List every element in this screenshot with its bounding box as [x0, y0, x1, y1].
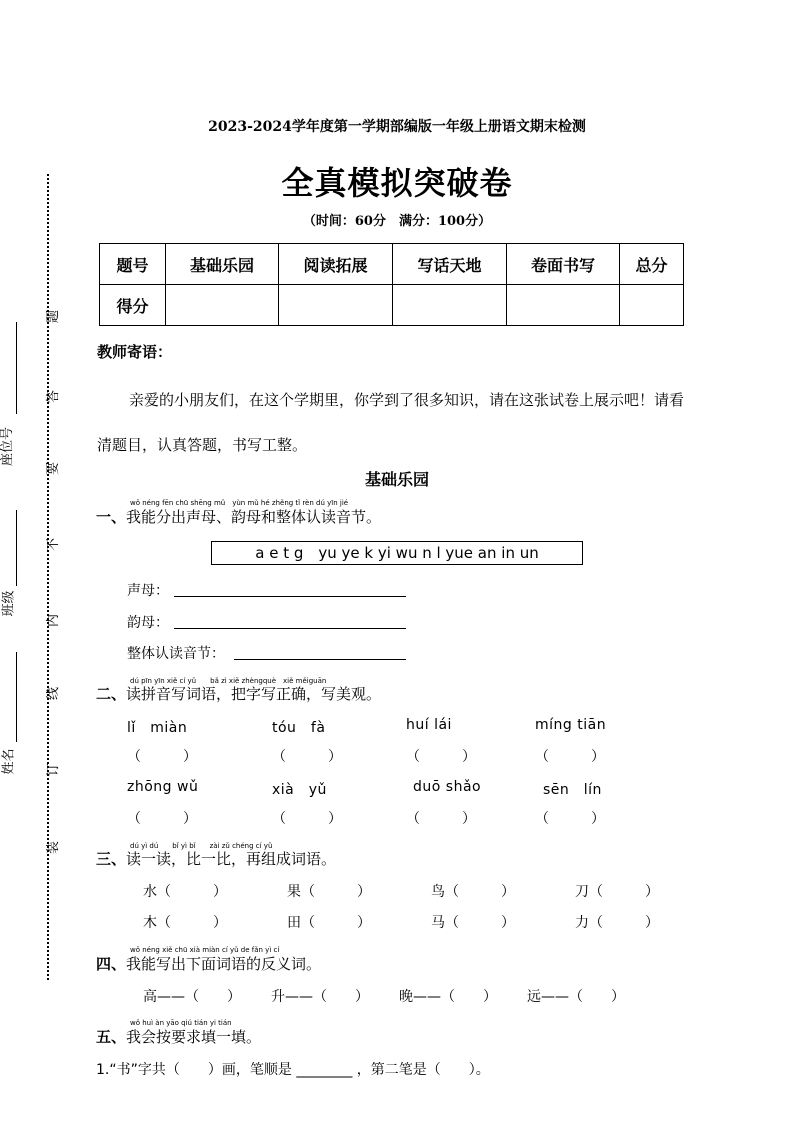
q2-pinyin-word: sēn lín	[543, 782, 602, 798]
q4-item[interactable]: 升——（ ）	[271, 989, 369, 1005]
score-table-header-row	[100, 244, 684, 285]
q4-text: 我能写出下面词语的反义词。	[126, 955, 322, 973]
time-info: （时间：60分 满分：100分）	[302, 214, 492, 229]
score-row-label: 得分	[100, 285, 166, 326]
score-cell[interactable]	[507, 285, 620, 326]
q5-pinyin: wǒ huì àn yāo qiú tián yi tián	[130, 1019, 232, 1027]
q3-item[interactable]: 果（ ）	[287, 884, 371, 900]
q2-answer-blank[interactable]: （ ）	[406, 749, 476, 765]
name-line	[16, 652, 17, 742]
q2-answer-blank[interactable]: （ ）	[127, 811, 197, 827]
binding-char: 内	[46, 613, 62, 628]
q4-question	[96, 953, 321, 974]
q1-answer-finals[interactable]	[174, 627, 406, 629]
q3-number: 三、	[96, 850, 127, 868]
q2-pinyin-word: xià yǔ	[272, 782, 327, 798]
binding-char: 线	[46, 686, 62, 701]
q2-answer-blank[interactable]: （ ）	[535, 749, 605, 765]
name-label: 姓名	[1, 748, 17, 775]
score-cell[interactable]	[620, 285, 684, 326]
score-cell[interactable]	[393, 285, 507, 326]
q3-question	[96, 848, 336, 869]
q3-item[interactable]: 马（ ）	[431, 915, 515, 931]
q3-item[interactable]: 刀（ ）	[575, 884, 659, 900]
teacher-label: 教师寄语：	[97, 343, 173, 361]
class-label: 班级	[1, 590, 17, 617]
header-cell: 写话天地	[393, 244, 507, 285]
binding-char: 答	[46, 389, 62, 404]
q2-pinyin-word: huí lái	[406, 717, 452, 733]
exam-subtitle: 2023-2024学年度第一学期部编版一年级上册语文期末检测	[208, 119, 586, 135]
teacher-message: 亲爱的小朋友们，在这个学期里，你学到了很多知识，请在这张试卷上展示吧！请看清题目，认真答题，书写工整。	[97, 391, 685, 454]
header-cell: 总分	[620, 244, 684, 285]
q2-answer-blank[interactable]: （ ）	[272, 749, 342, 765]
q1-label-initials: 声母：	[127, 583, 169, 599]
header-cell: 基础乐园	[166, 244, 279, 285]
q3-item[interactable]: 木（ ）	[143, 915, 227, 931]
q5-number: 五、	[96, 1028, 127, 1046]
class-line	[16, 510, 17, 586]
q3-item[interactable]: 田（ ）	[287, 915, 371, 931]
score-table	[99, 243, 684, 326]
q2-pinyin-word: lǐ miàn	[127, 720, 188, 736]
q5-question	[96, 1026, 261, 1047]
q2-pinyin-word: tóu fà	[272, 720, 326, 736]
q3-pinyin: dú yì dú bǐ yì bǐ zài zǔ chéng cí yǔ	[130, 842, 273, 850]
q1-text: 我能分出声母、韵母和整体认读音节。	[126, 508, 382, 526]
exam-title: 全真模拟突破卷	[281, 164, 513, 202]
binding-char: 订	[46, 762, 62, 777]
seat-label: 座位号	[0, 426, 16, 467]
q1-letters-box: a e t g yu ye k yi wu n l yue an in un	[211, 541, 583, 565]
binding-char: 装	[46, 840, 62, 855]
q5-item-1[interactable]: 1.“书”字共（ ）画，笔顺是 ________ ，第二笔是（ ）。	[96, 1062, 490, 1078]
q1-pinyin: wǒ néng fēn chū shēng mǔ yùn mǔ hé zhěng tǐ rèn dú yīn jié	[130, 499, 349, 507]
q2-pinyin-word: duō shǎo	[413, 779, 482, 795]
header-cell: 阅读拓展	[279, 244, 393, 285]
q2-answer-blank[interactable]: （ ）	[406, 811, 476, 827]
q2-number: 二、	[96, 685, 127, 703]
binding-dotted-line	[47, 174, 49, 980]
q1-answer-initials[interactable]	[174, 595, 406, 597]
q2-answer-blank[interactable]: （ ）	[272, 811, 342, 827]
q5-text: 我会按要求填一填。	[126, 1028, 262, 1046]
seat-line	[16, 322, 17, 414]
q1-number: 一、	[96, 508, 127, 526]
binding-char: 题	[46, 309, 62, 324]
q1-label-finals: 韵母：	[127, 615, 169, 631]
q4-pinyin: wǒ néng xiě chū xià miàn cí yǔ de fǎn yì cí	[130, 946, 280, 954]
binding-char: 要	[46, 461, 62, 476]
q4-item[interactable]: 高——（ ）	[143, 989, 241, 1005]
q2-answer-blank[interactable]: （ ）	[535, 811, 605, 827]
header-cell: 题号	[100, 244, 166, 285]
q3-item[interactable]: 力（ ）	[575, 915, 659, 931]
q1-label-whole: 整体认读音节：	[127, 646, 225, 662]
q2-pinyin-word: míng tiān	[535, 717, 607, 733]
q1-answer-whole[interactable]	[234, 658, 406, 660]
q2-pinyin: dú pīn yīn xiě cí yǔ bǎ zì xiě zhèngquè xiě měiguān	[130, 677, 327, 685]
q2-answer-blank[interactable]: （ ）	[127, 749, 197, 765]
score-cell[interactable]	[166, 285, 279, 326]
q3-item[interactable]: 鸟（ ）	[431, 884, 515, 900]
q2-question	[96, 683, 381, 704]
q3-text: 读一读，比一比，再组成词语。	[126, 850, 337, 868]
q4-number: 四、	[96, 955, 127, 973]
q4-item[interactable]: 远——（ ）	[527, 989, 625, 1005]
section-title: 基础乐园	[364, 470, 429, 489]
score-cell[interactable]	[279, 285, 393, 326]
q2-pinyin-word: zhōng wǔ	[127, 779, 199, 795]
header-cell: 卷面书写	[507, 244, 620, 285]
q2-text: 读拼音写词语，把字写正确，写美观。	[126, 685, 382, 703]
score-table-score-row	[100, 285, 684, 326]
binding-char: 不	[46, 537, 62, 552]
q4-item[interactable]: 晚——（ ）	[399, 989, 497, 1005]
q3-item[interactable]: 水（ ）	[143, 884, 227, 900]
q1-question	[96, 506, 381, 527]
